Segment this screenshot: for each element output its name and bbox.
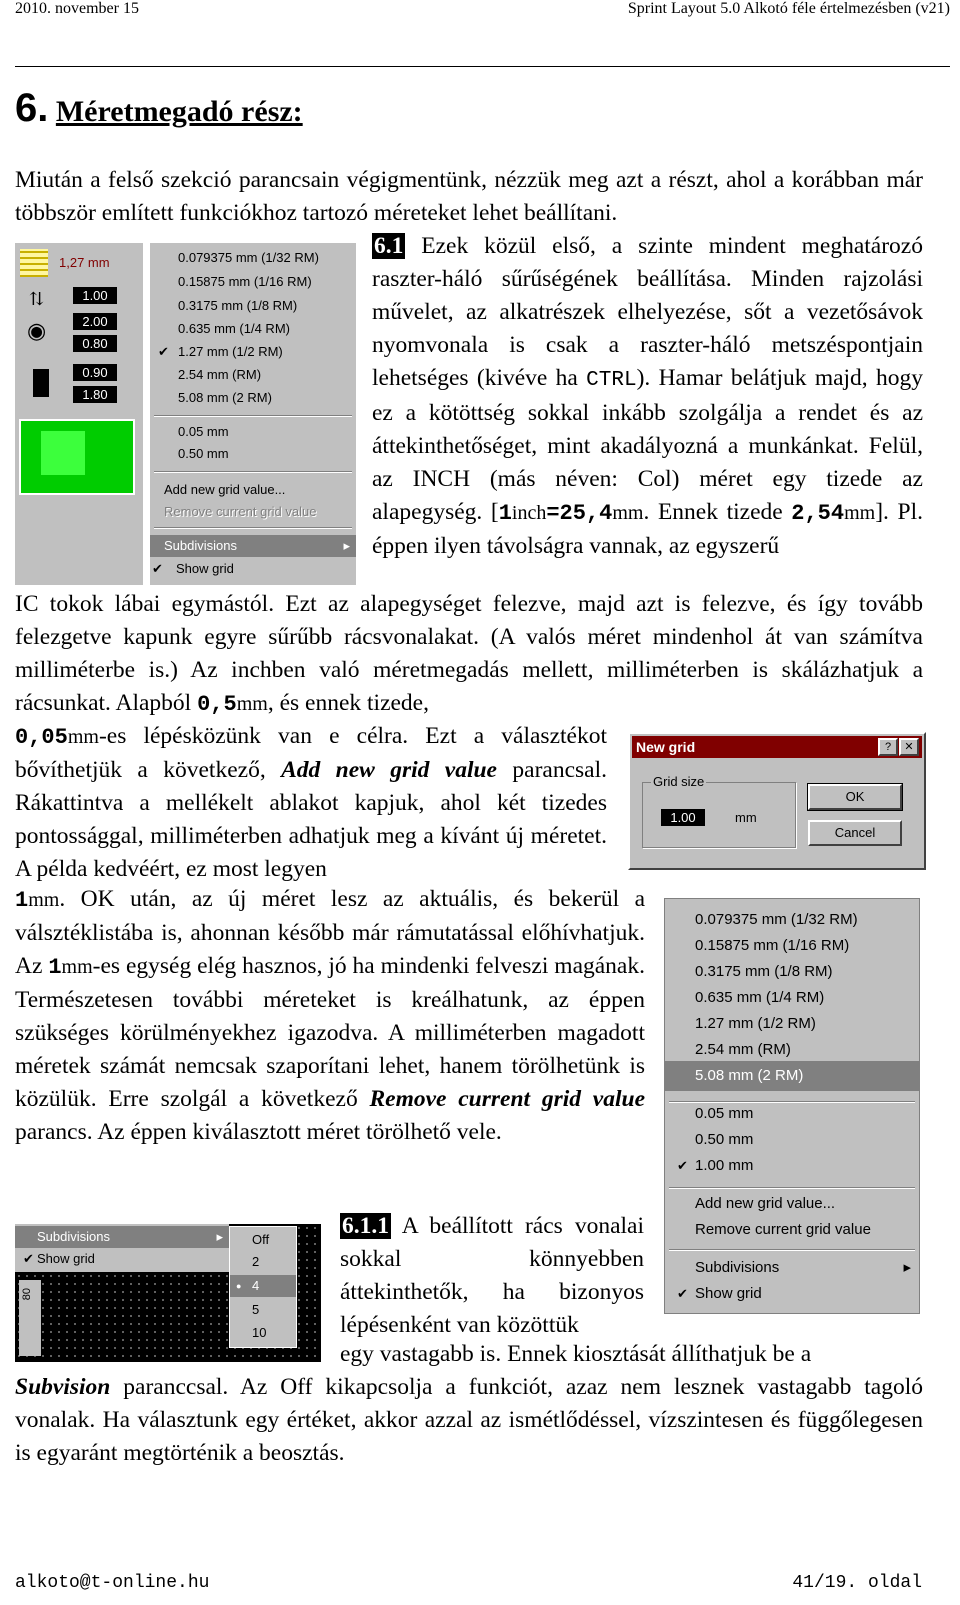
figure-grid-panel (15, 243, 355, 585)
footer-page: 41/19. oldal (792, 1573, 922, 1593)
ok-button[interactable]: OK (808, 784, 902, 810)
add-grid-paragraph (15, 720, 607, 886)
grid-menu-item[interactable]: 0.15875 mm (1/16 RM) (178, 274, 312, 289)
text: Ezek közül első, a szinte mindent meghatározó raszter-háló sűrűségének beállítása. Minden rajzolási művelet, az alkatrészek elhelyezése, sőt a vezetősávok nyomvonala is csak a raszter-háló metszéspontjain lehetséges (kivéve ha (372, 233, 923, 391)
command-name: Remove current grid value (369, 1086, 645, 1112)
menu-separator (154, 415, 352, 417)
dialog-title-bar (632, 736, 922, 758)
show-grid-item[interactable] (15, 1248, 229, 1270)
text: ]. Pl. éppen ilyen távolságra vannak, az egyszerű (372, 499, 923, 559)
grid-menu-item[interactable]: 0.15875 mm (1/16 RM) (695, 937, 850, 954)
subdivisions-label: Subdivisions (695, 1259, 780, 1276)
unit: inch (511, 502, 547, 524)
subdivision-options (229, 1226, 297, 1348)
unit-label: mm (735, 810, 757, 825)
menu-separator (154, 527, 352, 529)
value: 1 (48, 955, 62, 980)
grid-menu-item-label: 1.00 mm (695, 1157, 754, 1174)
grid-menu-item[interactable]: 0.50 mm (178, 446, 229, 461)
value: 0,5 (197, 692, 237, 717)
subdivision-option[interactable]: 2 (252, 1254, 260, 1269)
extended-grid-menu (664, 898, 920, 1314)
value: 1 (498, 501, 512, 526)
grid-menu-item[interactable]: 2.54 mm (RM) (695, 1041, 791, 1058)
grid-menu (149, 243, 356, 585)
text: . OK után, az új méret lesz az aktuális, és bekerül a válsztéklistába is, ahonnan később már rámutatással előhívhatjuk. Az (15, 886, 645, 979)
grid-menu-item[interactable]: 1.27 mm (1/2 RM) (695, 1015, 816, 1032)
grid-menu-item[interactable]: 0.05 mm (178, 424, 229, 439)
submenu-arrow-icon: ▸ (343, 538, 350, 553)
grid-menu-item-selected[interactable]: 5.08 mm (2 RM) (665, 1061, 919, 1091)
toolbar-panel (15, 243, 143, 585)
show-grid-item[interactable] (665, 1281, 919, 1307)
submenu-arrow-icon: ▸ (903, 1259, 911, 1276)
grid-menu-item[interactable]: 0.05 mm (695, 1105, 754, 1122)
menu-separator (154, 471, 352, 473)
unit: mm (612, 502, 644, 524)
subsection-6-1-1-paragraph (340, 1210, 644, 1342)
grid-menu-item[interactable]: 0.079375 mm (1/32 RM) (178, 250, 319, 265)
ruler-label: 80 (21, 1288, 33, 1301)
track-width-icon: ⇅ (29, 289, 45, 309)
grid-menu-item[interactable]: 2.54 mm (RM) (178, 367, 262, 382)
check-icon: ✔ (152, 561, 163, 576)
section-heading (15, 86, 303, 131)
grid-menu-item-label: 1.27 mm (1/2 RM) (178, 344, 283, 359)
help-button[interactable]: ? (878, 738, 898, 756)
command-name: Subvision (15, 1374, 111, 1400)
text: . Ennek tizede (643, 499, 792, 525)
subdivisions-item[interactable] (15, 1226, 229, 1248)
track-width-field[interactable]: 1.00 (73, 287, 117, 304)
menu-separator (669, 1187, 915, 1189)
footer-email[interactable]: alkoto@t-online.hu (15, 1573, 210, 1593)
check-icon: ✔ (23, 1251, 34, 1266)
grid-size-input[interactable]: 1.00 (661, 809, 705, 826)
value: 1 (15, 888, 29, 913)
text: parancsal. Rákattintva a mellékelt ablakot kapjuk, ahol két tizedes pontossággal, milliméterben adhatjuk meg a kívánt új méretet. A példa kedvéért, ez most legyen (15, 757, 607, 882)
text: ). Hamar belátjuk majd, hogy ez a kötöttség sokkal inkább szolgálja a rendet és az áttekinthetőséget, mint akadályozná a munkánkat. Felül, az INCH (más néven: Col) méret egy tizede az alapegység. [ (372, 365, 923, 525)
subdivisions-menu (15, 1224, 229, 1272)
swatch-inner (41, 431, 85, 475)
section-title: Méretmegadó rész: (55, 95, 303, 128)
smd-height-field[interactable]: 1.80 (73, 386, 117, 403)
grid-menu-item[interactable]: 0.3175 mm (1/8 RM) (695, 963, 833, 980)
text: A beállított rács vonalai sokkal könnyebben áttekinthetők, ha bizonyos lépésenként van közöttük (340, 1213, 644, 1338)
subvision-paragraph (15, 1338, 923, 1470)
pad-outer-field[interactable]: 2.00 (73, 313, 117, 330)
grid-menu-item[interactable]: 0.635 mm (1/4 RM) (695, 989, 825, 1006)
grid-menu-item[interactable]: 0.50 mm (695, 1131, 754, 1148)
header-rule (15, 66, 950, 67)
section-number: 6. (15, 86, 49, 130)
show-grid-label: Show grid (37, 1251, 95, 1266)
grid-menu-item[interactable]: 5.08 mm (2 RM) (178, 390, 272, 405)
text: paranccsal. Az Off kikapcsolja a funkciót, azaz nem lesznek vastagabb tagoló vonalak. Ha választunk egy értéket, akkor azzal az ismétlődéssel, vízszintesen és függőlegesen is egyaránt megtörténik a beosztás. (15, 1374, 923, 1466)
command-name: Add new grid value (281, 757, 497, 783)
unit: mm (236, 693, 268, 715)
grid-halving-paragraph (15, 588, 923, 721)
text: egy vastagabb is. Ennek kiosztását állíthatjuk be a (340, 1341, 812, 1367)
value: =25,4 (546, 501, 613, 526)
smd-width-field[interactable]: 0.90 (73, 364, 117, 381)
subdivision-option-label: 4 (252, 1278, 260, 1293)
grid-menu-item[interactable] (665, 1153, 919, 1179)
subdivisions-item[interactable] (665, 1255, 919, 1281)
color-swatch[interactable] (19, 419, 135, 495)
text: , és ennek tizede, (267, 690, 429, 716)
remove-grid-value-item[interactable]: Remove current grid value (695, 1221, 871, 1238)
unit: mm (67, 726, 99, 748)
grid-size-group (642, 774, 796, 848)
unit: mm (28, 889, 60, 911)
remove-grid-value-item[interactable]: Remove current grid value (164, 504, 317, 519)
ctrl-key: CTRL (586, 369, 637, 392)
value: 0,05 (15, 725, 68, 750)
subdivision-option[interactable]: 5 (252, 1302, 260, 1317)
close-button[interactable]: ✕ (899, 738, 919, 756)
grid-menu-item[interactable]: 0.3175 mm (1/8 RM) (178, 298, 298, 313)
grid-menu-item[interactable] (150, 341, 356, 363)
subsection-6-1-paragraph (372, 230, 923, 563)
check-icon: ✔ (677, 1158, 688, 1173)
add-grid-value-item[interactable]: Add new grid value... (164, 482, 286, 497)
subdivision-option-selected[interactable] (230, 1275, 296, 1297)
group-label: Grid size (653, 774, 705, 789)
subdivisions-label: Subdivisions (164, 538, 237, 553)
grid-menu-item[interactable]: 0.079375 mm (1/32 RM) (695, 911, 858, 928)
check-icon: ✔ (677, 1286, 688, 1301)
subdivisions-item[interactable] (150, 535, 356, 557)
grid-menu-item[interactable]: 0.635 mm (1/4 RM) (178, 321, 290, 336)
smd-pad-icon (33, 369, 49, 397)
subdivision-option[interactable]: Off (252, 1232, 270, 1247)
show-grid-item[interactable] (150, 558, 356, 580)
dialog-title: New grid (636, 739, 696, 755)
grid-icon[interactable] (20, 249, 48, 277)
header-date: 2010. november 15 (15, 0, 139, 17)
value: 2,54 (791, 501, 845, 526)
radio-icon: ● (236, 1281, 242, 1291)
subdivisions-label: Subdivisions (37, 1229, 110, 1244)
cancel-button[interactable]: Cancel (808, 820, 902, 846)
show-grid-label: Show grid (695, 1285, 762, 1302)
pad-icon: ◉ (27, 318, 47, 343)
pad-inner-field[interactable]: 0.80 (73, 335, 117, 352)
check-icon: ✔ (158, 344, 169, 359)
subdivision-option[interactable]: 10 (252, 1325, 267, 1340)
new-grid-dialog (628, 732, 926, 870)
unit: mm (844, 502, 876, 524)
text: parancs. Az éppen kiválasztott méret törölhető vele. (15, 1119, 502, 1145)
add-grid-value-item[interactable]: Add new grid value... (695, 1195, 836, 1212)
header-title: Sprint Layout 5.0 Alkotó féle értelmezésben (v21) (627, 0, 950, 17)
remove-grid-paragraph (15, 883, 645, 1149)
text: IC tokok lábai egymástól. Ezt az alapegységet felezve, majd azt is felezve, és így tovább felezgetve kapunk egyre sűrűbb rácsvonalakat. (A valós méret mindenhol át van számítva milliméterbe is.) Az inchben való méretmegadás mellett, milliméterben is skálázhatjuk a rácsunkat. Alapból (15, 591, 923, 716)
show-grid-label: Show grid (176, 561, 234, 576)
text: -es egység elég hasznos, jó ha mindenki felveszi magának. Természetesen további méreteket is kreálhatunk, az éppen szükséges körülményekhez igazodva. A milliméterben magadott méretek számát nemcsak szaporítani lehet, hanem törölhetünk is közülük. Erre szolgál a következő (15, 953, 645, 1112)
subsection-number: 6.1.1 (342, 1213, 389, 1239)
menu-separator (669, 1249, 915, 1251)
intro-paragraph: Miután a felső szekció parancsain végigmentünk, nézzük meg azt a részt, ahol a korábban már többször említett funkciókhoz tartozó méreteket lehet beállítani. (15, 167, 923, 226)
grid-size-label: 1,27 mm (59, 255, 110, 270)
subsection-number: 6.1 (374, 233, 404, 259)
unit: mm (61, 956, 93, 978)
submenu-arrow-icon: ▸ (216, 1229, 223, 1244)
text: -es lépésközünk van e célra. Ezt a választékot bővíthetjük a következő, (15, 723, 607, 783)
